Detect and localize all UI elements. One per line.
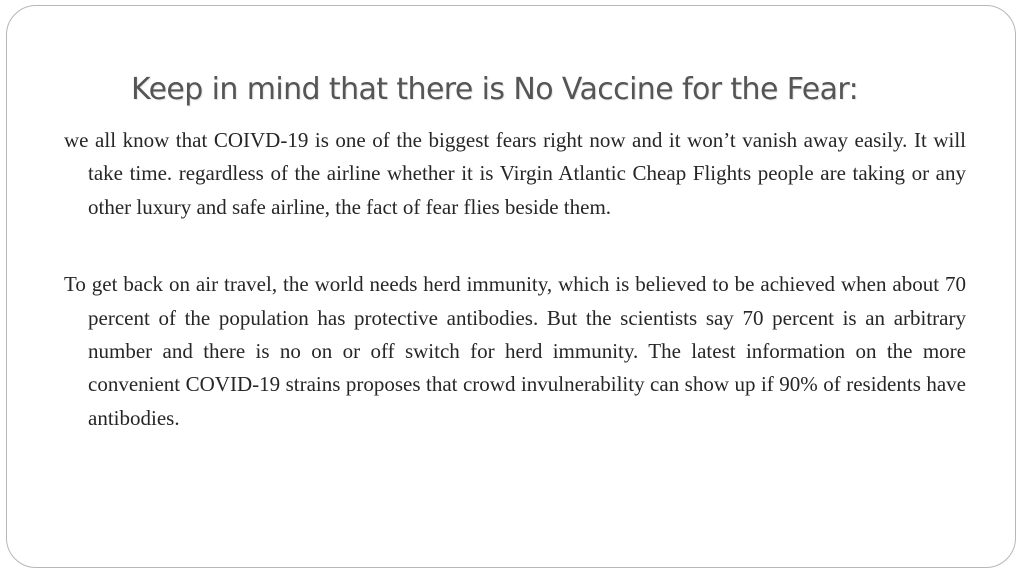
slide-body [64,124,966,435]
slide-title: Keep in mind that there is No Vaccine for the Fear: [131,72,859,107]
paragraph-fear: we all know that COIVD-19 is one of the biggest fears right now and it won’t vanish away easily. It will take time. regardless of the airline whether it is Virgin Atlantic Cheap Flights people are taking or any other luxury and safe airline, the fact of fear flies beside them. [64,128,966,219]
paragraph-herd-immunity: To get back on air travel, the world needs herd immunity, which is believed to be achieved when about 70 percent of the population has protective antibodies. But the scientists say 70 percent is an arbitrary number and there is no on or off switch for herd immunity. The latest information on the more convenient COVID-19 strains proposes that crowd invulnerability can show up if 90% of residents have antibodies. [64,272,966,430]
